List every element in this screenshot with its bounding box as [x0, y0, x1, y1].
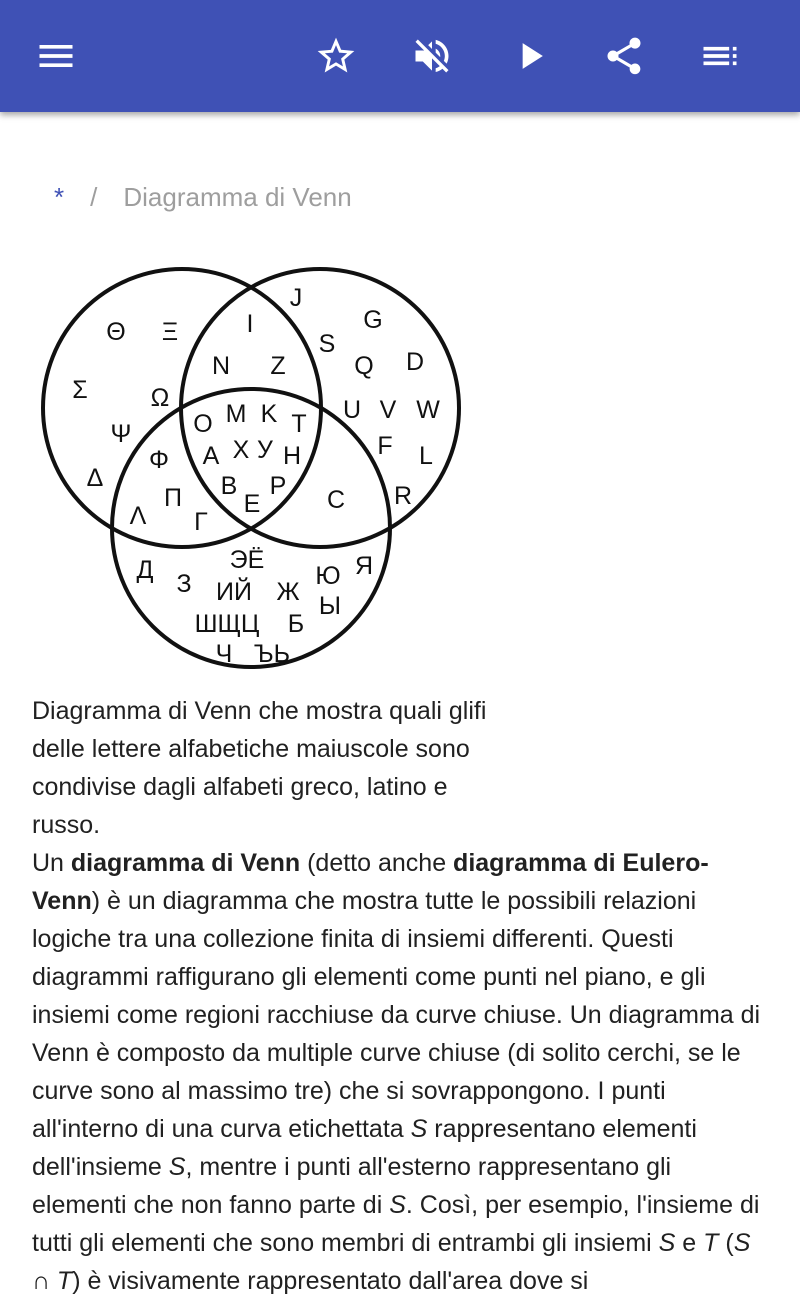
- venn-letter: S: [318, 330, 336, 358]
- venn-letter: X: [232, 436, 250, 464]
- volume-off-icon: [410, 34, 454, 78]
- venn-letter: Φ: [149, 446, 169, 474]
- venn-letter: U: [342, 396, 362, 424]
- play-icon: [508, 34, 552, 78]
- article-text: , mentre i punti all'esterno rappresentano gli elementi che non fanno parte di: [32, 1153, 672, 1219]
- article-content: [0, 112, 800, 1295]
- math-symbol: S: [410, 1115, 428, 1143]
- venn-letter: Λ: [129, 502, 147, 530]
- venn-letter: L: [419, 442, 433, 470]
- article-bold-term: diagramma di Venn: [70, 849, 301, 877]
- toc-icon: [698, 34, 742, 78]
- favorite-button[interactable]: [308, 28, 364, 84]
- venn-letter: V: [379, 396, 397, 424]
- venn-letter: Σ: [72, 376, 88, 404]
- star-outline-icon: [314, 34, 358, 78]
- figure-caption: Diagramma di Venn che mostra quali glifi delle lettere alfabetiche maiuscole sono condivise dagli alfabeti greco, latino e russo.: [32, 697, 487, 839]
- breadcrumb-current: Diagramma di Venn: [123, 182, 352, 212]
- math-symbol: S ∩ T: [32, 1229, 751, 1295]
- venn-letter: З: [176, 570, 192, 598]
- venn-letter: Ξ: [161, 318, 179, 346]
- article-text: ) è visivamente rappresentato dall'area dove si: [72, 1267, 589, 1295]
- venn-letter: Ю: [315, 562, 341, 590]
- article-text: (: [718, 1229, 734, 1257]
- venn-letter: Ч: [215, 640, 233, 668]
- venn-letter: Я: [354, 552, 374, 580]
- venn-letter: Ы: [318, 592, 342, 620]
- venn-letter: W: [416, 396, 440, 424]
- venn-letter: M: [225, 400, 247, 428]
- venn-letter: Б: [287, 610, 305, 638]
- breadcrumb: [54, 182, 352, 213]
- article-body: [32, 844, 772, 1300]
- math-symbol: S: [389, 1191, 406, 1219]
- venn-letter: O: [193, 410, 213, 438]
- article-bold-term: diagramma di Eulero-Venn: [32, 849, 709, 915]
- share-button[interactable]: [596, 28, 652, 84]
- share-icon: [602, 34, 646, 78]
- breadcrumb-home-link[interactable]: *: [54, 182, 65, 212]
- venn-letter: Δ: [86, 464, 104, 492]
- article-text: e: [675, 1229, 704, 1257]
- venn-letter: A: [202, 442, 220, 470]
- play-button[interactable]: [502, 28, 558, 84]
- venn-letter: Ψ: [110, 420, 132, 448]
- venn-letter: У: [257, 436, 273, 464]
- article-text: Un: [32, 849, 71, 877]
- venn-letter: ЪЬ: [253, 640, 291, 668]
- article-text: ) è un diagramma che mostra tutte le possibili relazioni logiche tra una collezione finita di insiemi differenti. Questi diagrammi raffigurano gli elementi come punti nel piano, e gli insiemi come regioni racchiuse da curve chiuse. Un diagramma di Venn è composto da multiple curve chiuse (di solito cerchi, se le curve sono al massimo tre) che si sovrappongono. I punti all'interno di una curva etichettata: [32, 887, 761, 1143]
- venn-letter: P: [269, 472, 287, 500]
- toc-button[interactable]: [692, 28, 748, 84]
- venn-letter: K: [260, 400, 278, 428]
- venn-diagram-image[interactable]: [38, 268, 466, 676]
- article-text: (detto anche: [300, 849, 454, 877]
- venn-letter: Γ: [194, 508, 208, 536]
- venn-letter: Π: [163, 484, 183, 512]
- math-symbol: S: [168, 1153, 186, 1181]
- venn-letter: H: [282, 442, 302, 470]
- venn-letter: T: [291, 410, 307, 438]
- venn-letter: Ω: [150, 384, 170, 412]
- venn-letter: D: [405, 348, 425, 376]
- breadcrumb-separator: /: [90, 182, 98, 212]
- venn-letter: J: [289, 284, 303, 312]
- math-symbol: S: [658, 1229, 676, 1257]
- venn-letter: C: [326, 486, 346, 514]
- menu-icon: [34, 34, 78, 78]
- venn-letter: N: [211, 352, 231, 380]
- venn-letter: Q: [354, 352, 374, 380]
- menu-button[interactable]: [28, 28, 84, 84]
- venn-letter: ЭЁ: [229, 546, 265, 574]
- venn-letter: Ж: [276, 578, 300, 606]
- venn-letter: Z: [270, 352, 286, 380]
- venn-letter: I: [246, 310, 254, 338]
- venn-letter: ШЩЦ: [194, 610, 260, 638]
- venn-letter: ИЙ: [216, 578, 252, 606]
- math-symbol: T: [703, 1229, 719, 1257]
- mute-button[interactable]: [404, 28, 460, 84]
- venn-letter: Θ: [106, 318, 126, 346]
- article-text: . Così, per esempio, l'insieme di tutti gli elementi che sono membri di entrambi gli insiemi: [32, 1191, 760, 1257]
- venn-letter: G: [363, 306, 383, 334]
- article-text: rappresentano elementi dell'insieme: [32, 1115, 697, 1181]
- venn-letter: Д: [136, 556, 154, 584]
- app-toolbar: [0, 0, 800, 112]
- venn-letter: E: [243, 490, 261, 518]
- venn-letter: R: [393, 482, 413, 510]
- venn-letter: B: [220, 472, 238, 500]
- venn-letter: F: [377, 432, 393, 460]
